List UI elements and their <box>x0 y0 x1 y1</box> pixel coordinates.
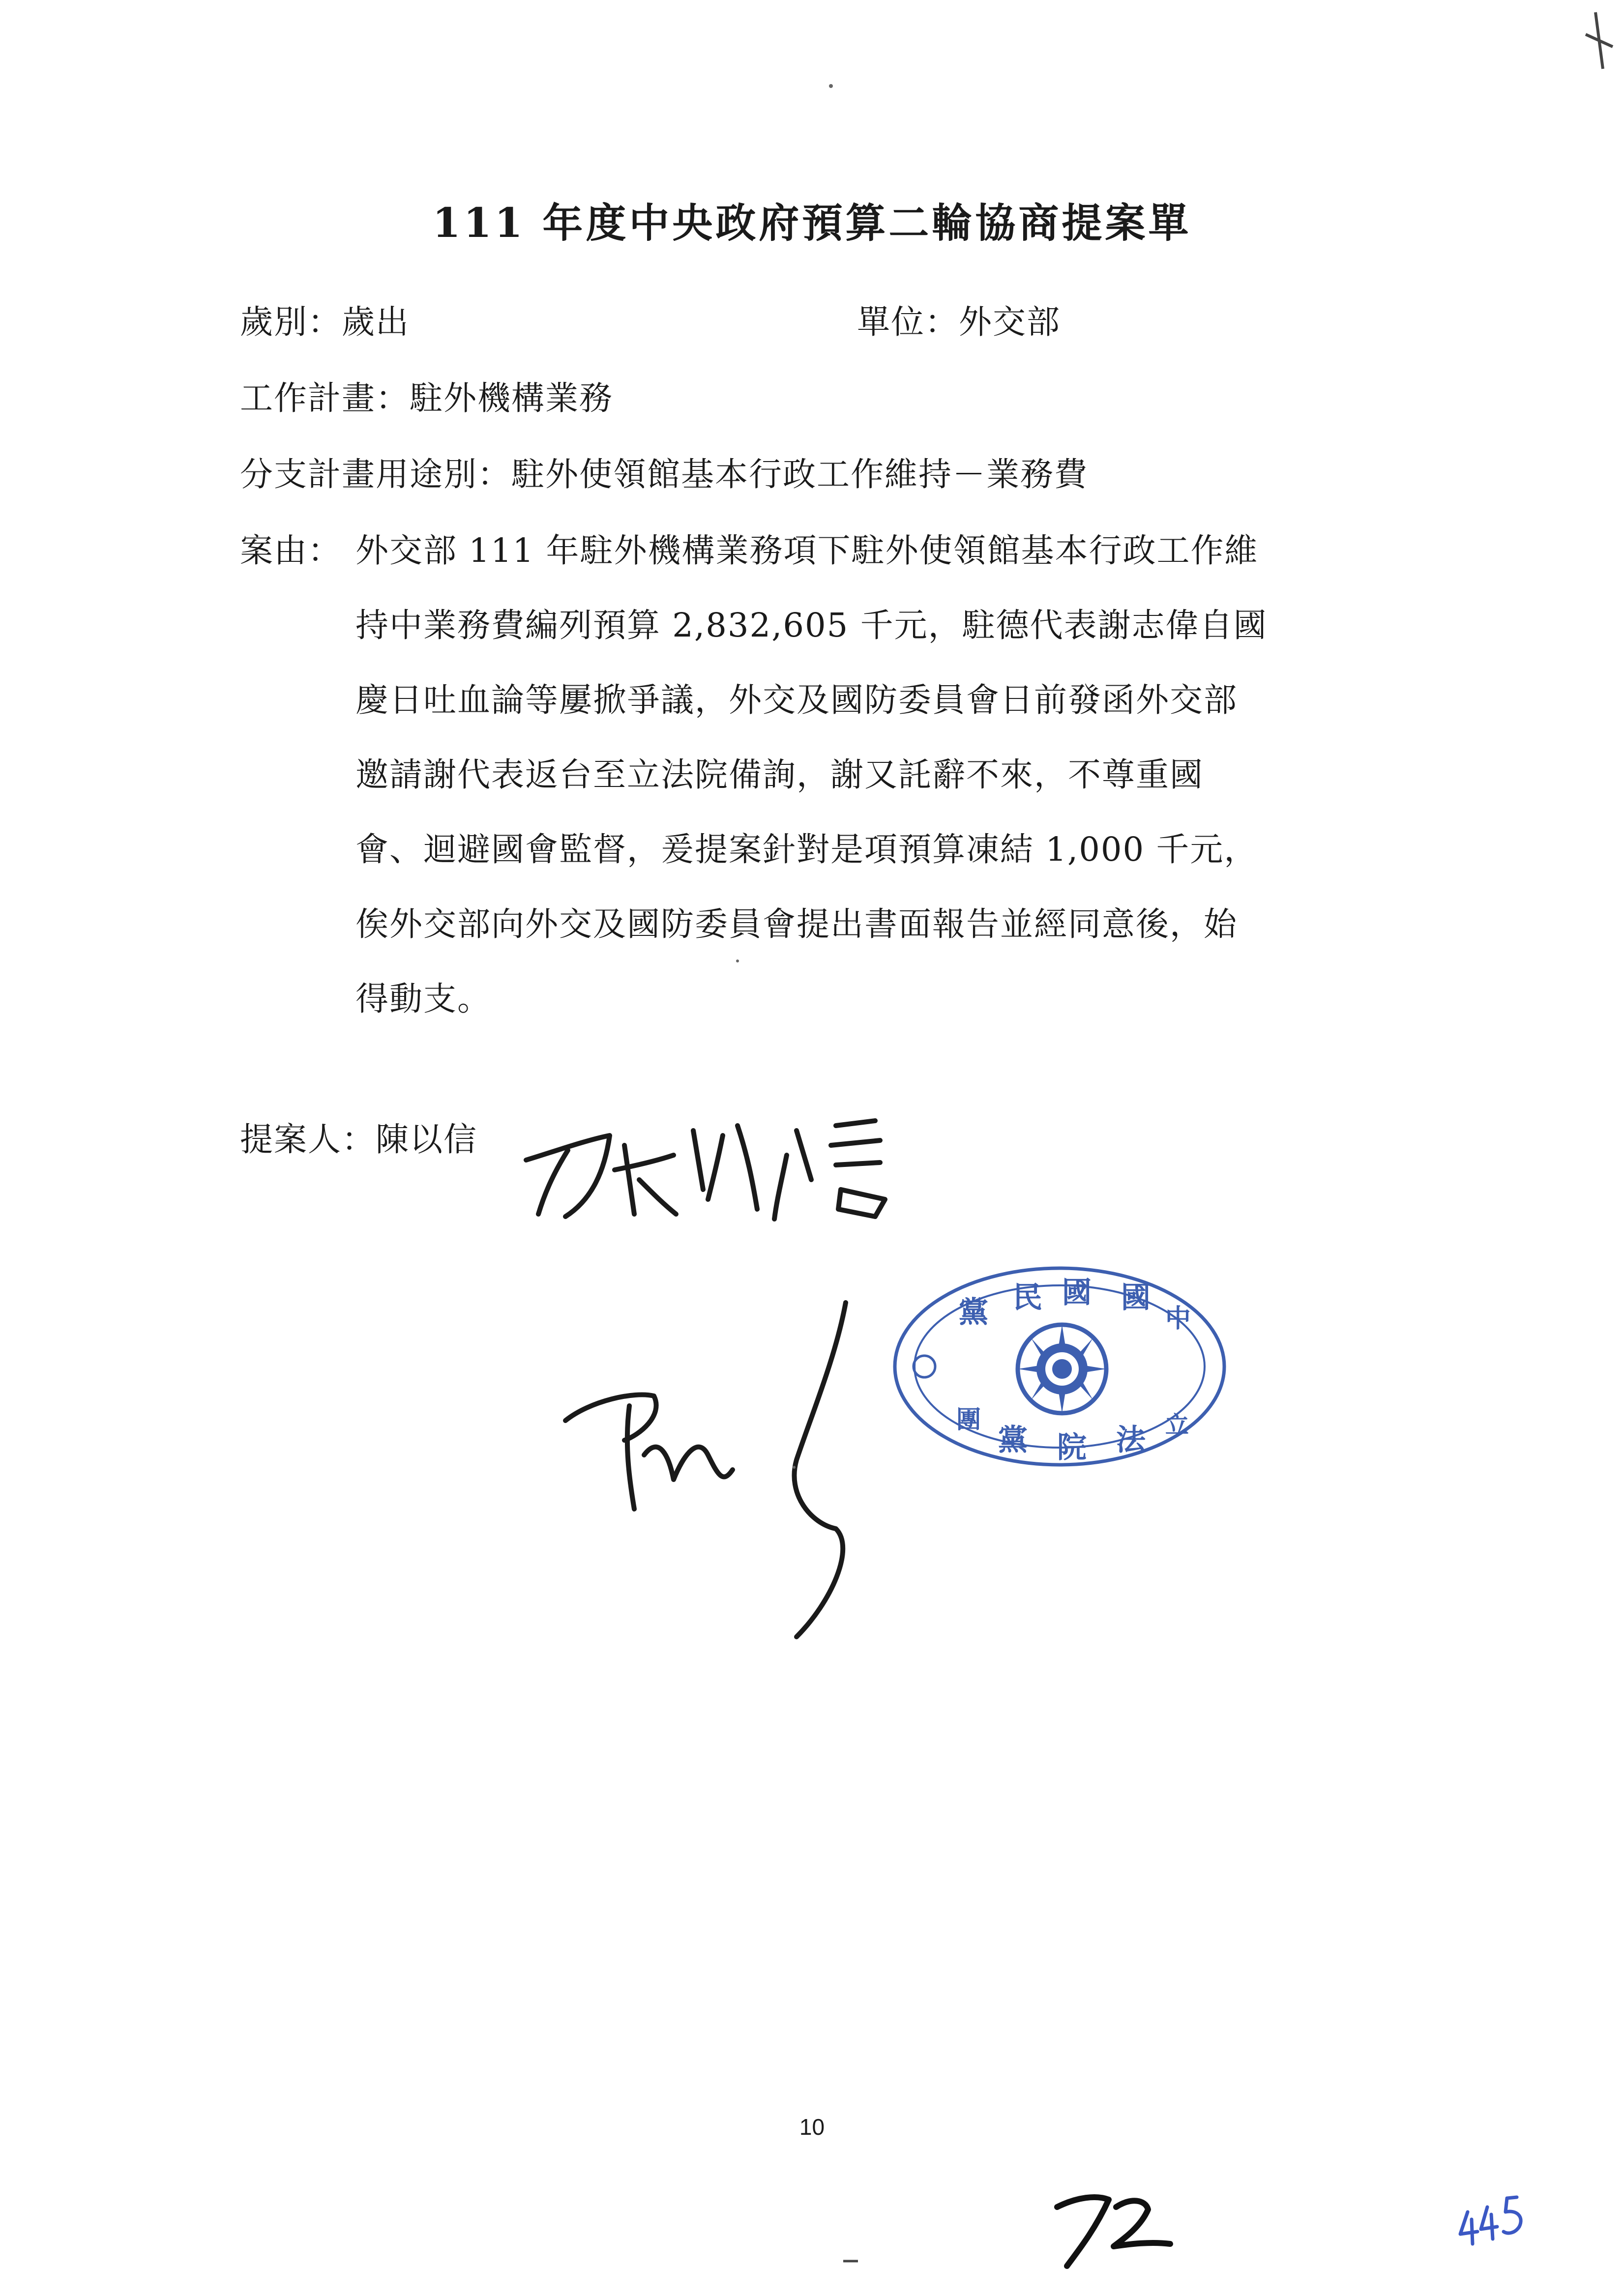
stamp-text <box>956 1276 1191 1465</box>
reason-line: 俟外交部向外交及國防委員會提出書面報告並經同意後，始 <box>355 905 1238 943</box>
page-number: 10 <box>799 2114 825 2140</box>
reason-line: 邀請謝代表返台至立法院備詢，謝又託辭不來，不尊重國 <box>355 756 1204 794</box>
svg-text:立: 立 <box>1165 1411 1189 1439</box>
reason-line: 慶日吐血論等屢掀爭議，外交及國防委員會日前發函外交部 <box>355 681 1238 719</box>
reason-label: 案由： <box>240 531 342 570</box>
reason-line: 外交部 111 年駐外機構業務項下駐外使領館基本行政工作維 <box>355 531 1259 570</box>
svg-text:國: 國 <box>1121 1280 1151 1315</box>
party-stamp <box>895 1268 1224 1465</box>
page-title: 111 年度中央政府預算二輪協商提案單 <box>432 200 1192 247</box>
scan-speck <box>793 1466 796 1469</box>
handwritten-folio-72 <box>1057 2197 1170 2266</box>
signature-scribble <box>565 1303 846 1637</box>
svg-text:團: 團 <box>956 1405 981 1434</box>
proposer: 提案人：陳以信 <box>240 1120 477 1159</box>
handwritten-blue-445 <box>1460 2197 1521 2244</box>
work-plan: 工作計畫：駐外機構業務 <box>240 379 613 417</box>
sub-plan: 分支計畫用途別：駐外使領館基本行政工作維持－業務費 <box>240 455 1088 494</box>
reason-line: 得動支。 <box>355 980 491 1018</box>
scan-speck <box>736 959 739 962</box>
svg-text:黨: 黨 <box>959 1295 988 1330</box>
unit-field: 單位：外交部 <box>857 303 1061 341</box>
svg-text:民: 民 <box>1013 1280 1042 1315</box>
svg-text:法: 法 <box>1116 1423 1146 1457</box>
corner-mark-icon <box>1586 12 1613 69</box>
signature-chen-yi-xin <box>526 1121 885 1219</box>
scan-speck <box>829 84 833 88</box>
svg-text:黨: 黨 <box>998 1423 1028 1457</box>
svg-text:院: 院 <box>1057 1430 1087 1465</box>
svg-text:中: 中 <box>1165 1304 1191 1334</box>
reason-line: 持中業務費編列預算 2,832,605 千元，駐德代表謝志偉自國 <box>355 606 1268 644</box>
svg-text:國: 國 <box>1062 1276 1092 1310</box>
year-category: 歲別：歲出 <box>240 303 410 341</box>
reason-line: 會、迴避國會監督，爰提案針對是項預算凍結 1,000 千元， <box>355 830 1258 869</box>
